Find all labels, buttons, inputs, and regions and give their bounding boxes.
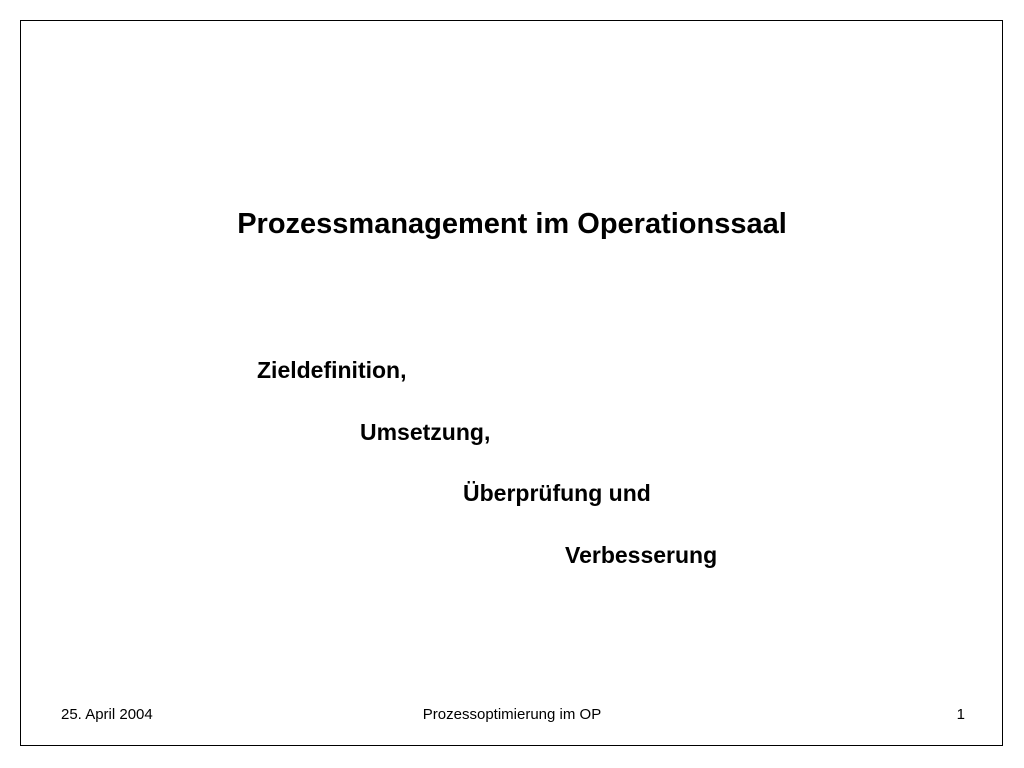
page-number: 1 [956,706,965,723]
step-improvement: Verbesserung [565,542,718,568]
step-implementation: Umsetzung, [360,419,491,445]
slide-title: Prozessmanagement im Operationssaal [237,208,787,240]
step-review: Überprüfung und [463,480,651,506]
footer-center-title: Prozessoptimierung im OP [422,706,602,723]
slide-frame [20,20,1003,746]
footer-date: 25. April 2004 [61,706,153,723]
step-goal-definition: Zieldefinition, [257,357,407,383]
